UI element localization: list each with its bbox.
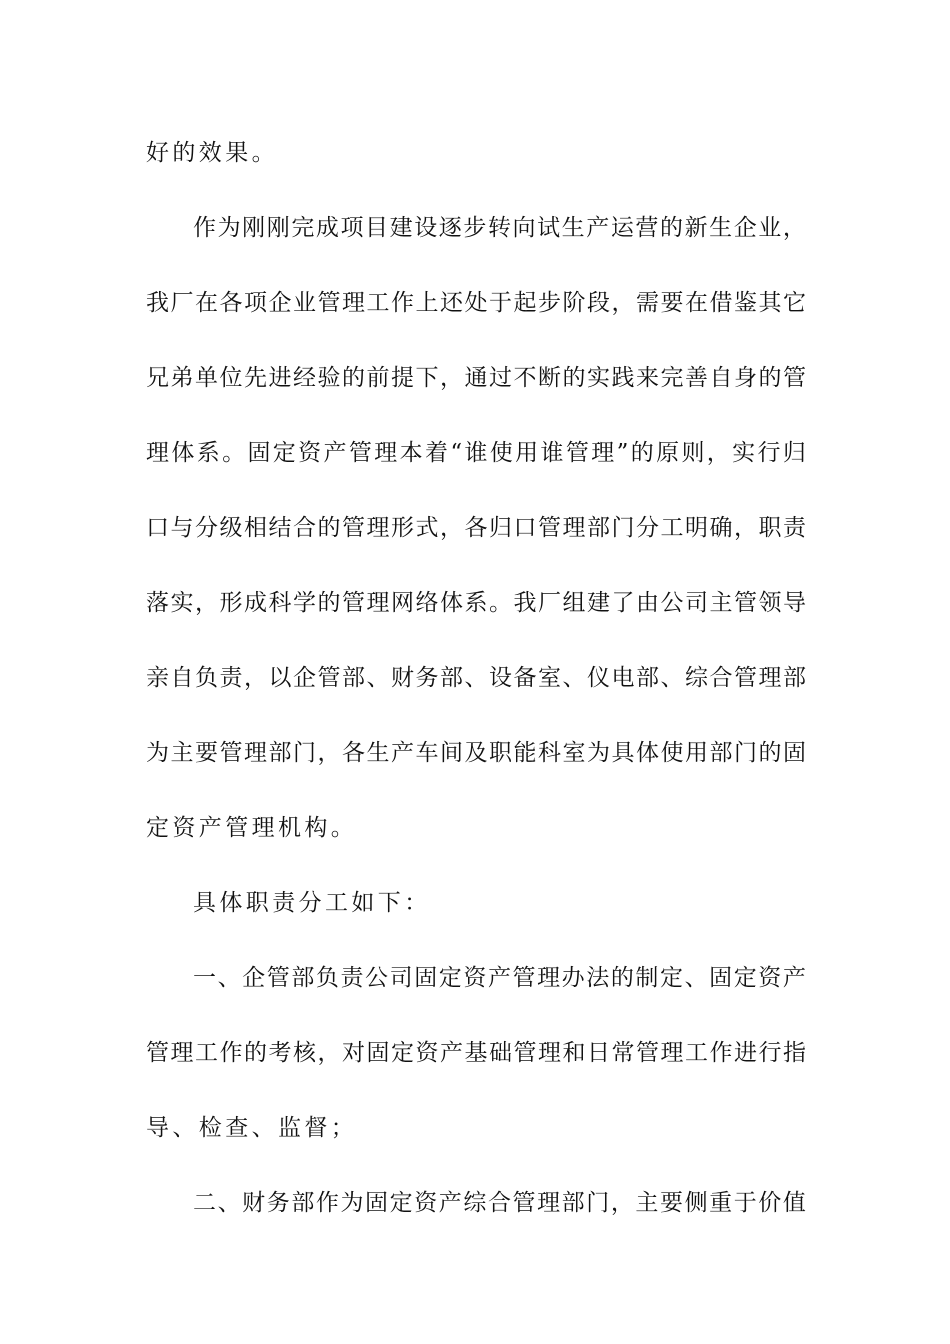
text-line-7: 落 实 ， 形 成 科 学 的 管 理 网 络 体 系 。 我 厂 组 建 了 由 公 司 主 管 领 导 xyxy=(146,590,806,616)
text-line-12: 一 、 企 管 部 负 责 公 司 固 定 资 产 管 理 办 法 的 制 定 、 固 定 资 产 xyxy=(193,965,806,991)
text-line-4: 兄 弟 单 位 先 进 经 验 的 前 提 下 ， 通 过 不 断 的 实 践 来 完 善 自 身 的 管 xyxy=(146,365,806,391)
text-line-5: 理 体 系 。 固 定 资 产 管 理 本 着 “ 谁 使 用 谁 管 理 ” 的 原 则 ， 实 行 归 xyxy=(146,440,806,466)
text-line-10: 定资产管理机构。 xyxy=(146,815,358,841)
text-line-3: 我 厂 在 各 项 企 业 管 理 工 作 上 还 处 于 起 步 阶 段 ， 需 要 在 借 鉴 其 它 xyxy=(146,290,806,316)
text-line-2: 作 为 刚 刚 完 成 项 目 建 设 逐 步 转 向 试 生 产 运 营 的 新 生 企 业 ， xyxy=(193,215,806,241)
text-line-8: 亲 自 负 责 ， 以 企 管 部 、 财 务 部 、 设 备 室 、 仪 电 部 、 综 合 管 理 部 xyxy=(146,665,806,691)
text-line-11: 具体职责分工如下： xyxy=(193,890,431,916)
text-line-14: 导、检查、监督； xyxy=(146,1115,358,1141)
text-line-9: 为 主 要 管 理 部 门 ， 各 生 产 车 间 及 职 能 科 室 为 具 体 使 用 部 门 的 固 xyxy=(146,740,806,766)
text-line-6: 口 与 分 级 相 结 合 的 管 理 形 式 ， 各 归 口 管 理 部 门 分 工 明 确 ， 职 责 xyxy=(146,515,806,541)
text-line-15: 二 、 财 务 部 作 为 固 定 资 产 综 合 管 理 部 门 ， 主 要 侧 重 于 价 值 xyxy=(193,1190,806,1216)
text-line-1: 好的效果。 xyxy=(146,140,278,166)
text-line-13: 管 理 工 作 的 考 核 ， 对 固 定 资 产 基 础 管 理 和 日 常 管 理 工 作 进 行 指 xyxy=(146,1040,806,1066)
